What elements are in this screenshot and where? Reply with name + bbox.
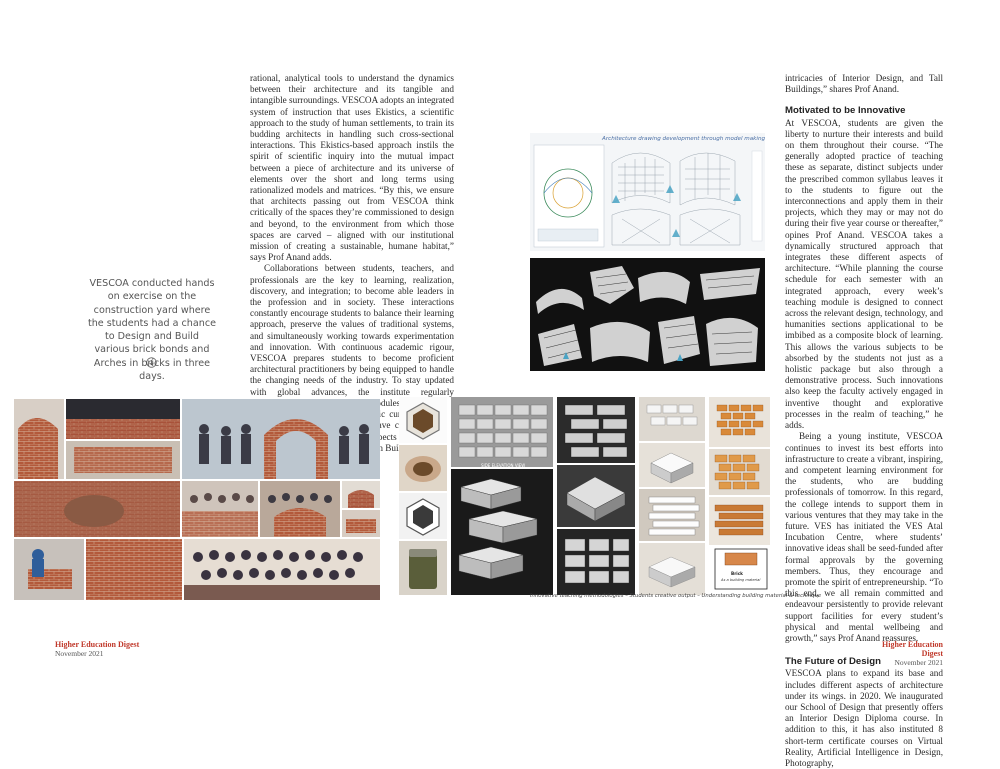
figure-drawing-development bbox=[530, 133, 765, 251]
section-heading: Motivated to be Innovative bbox=[785, 105, 906, 117]
section-heading: The Future of Design bbox=[785, 656, 881, 668]
paragraph: rational, analytical tools to understand the dynamics between their architecture and its tangible and intangible surroundings. VESCOA adopts an integrated system of instruction that uses Ekistics, a scientific approach to the study of human settlements, to train its budding architects in handling such cross-sectional interactions. This Ekistics-based approach instils the spirit of scientific inquiry into the mutual impact between a piece of architecture and its universe of elements over the short and long terms using rationalized models and matrices. “By this, we ensure that architects passing out from VESCOA think critically of the spaces they’re commissioned to design and beyond, to the environment from which those spaces are carved – aligned with our institutional mission of creating a sustainable, humane habitat,” says Prof Anand adds. bbox=[250, 73, 454, 263]
photo-collage-brick-yard bbox=[14, 399, 380, 600]
material-photos bbox=[399, 397, 770, 595]
side-elevation-label: SIDE ELEVATION VIEW bbox=[481, 463, 526, 468]
drawing-sketches bbox=[530, 133, 765, 251]
footer-brand: Higher Education Digest bbox=[55, 640, 140, 649]
figure-caption: Innovative teaching methodologies – Students creative output – Understanding building material & technique bbox=[530, 593, 822, 599]
paragraph: Being a young institute, VESCOA continues to invest its best efforts into infrastructure to create a vibrant, inspiring, and competent learning environment for the students, who are budding professionals of tomorrow. In this regard, the college intends to support them in various ventures that they may take in the future. VES has initiated the VES Atal Incubation Centre, where students’ innovative ideas shall be seed-funded after formal approvals by the governing members. Thus, they encourage and promote the spirit of entrepreneurship. “To this end, we all remain committed and endeavour persistently to provide relevant support facilities for every student’s physical and mental wellbeing and growth,” says Prof Anand reassures. bbox=[785, 431, 943, 643]
paragraph: intricacies of Interior Design, and Tall Buildings,” shares Prof Anand. bbox=[785, 73, 943, 95]
figure-title: Architecture drawing development through model making bbox=[602, 136, 765, 142]
paragraph: VESCOA plans to expand its base and includes different aspects of architecture under its wings. in 2020. We inaugurated our School of Design that presently offers an Interior Design Diploma course. In addition to this, it has also instituted 8 short-term certificate courses on Virtual Reality, Artificial Intelligence in Design, Photography, bbox=[785, 668, 943, 768]
pull-caption: VESCOA conducted hands on exercise on the construction yard where the students had a chance to Design and Build various brick bonds and Arches in bricks in three days. bbox=[87, 278, 217, 383]
brick-label-title: Brick bbox=[731, 571, 743, 576]
footer-brand: Higher Education Digest bbox=[882, 640, 943, 658]
photo-grid-building-material bbox=[399, 397, 770, 595]
paragraph: At VESCOA, students are given the liberty to nurture their interests and build on them throughout their course. “The generally adopted practice of teaching these as separate, distinct subjects under the prescribed common syllabus leaves it to the students to figure out the interconnections and apply them in their projects, which they may or may not do during their five year course or thereafter,” opines Prof Anand. VESCOA takes a dynamically structured approach that integrates these different aspects of architecture. “While planning the course schedule for each semester with an integrated approach, every week’s teaching module is designed to connect across the relevant design, technology, and humanities sections applicational to be imbibed as a composite block of learning. This allows the various subjects to be absorbed by the students not just as a holistic package but also through a demonstrative process. Such innovations also keep the faculty actively engaged in inventive thought and explorative processes in the realm of teaching,” he adds. bbox=[785, 117, 943, 431]
brick-label-subtitle: As a building material bbox=[721, 578, 761, 582]
brick-yard-photos bbox=[14, 399, 380, 600]
model-photos bbox=[530, 258, 765, 371]
footer-left bbox=[55, 640, 139, 658]
footer-date: November 2021 bbox=[55, 649, 104, 658]
arrow-down-circle-icon bbox=[146, 357, 157, 368]
photo-models-black bbox=[530, 258, 765, 371]
footer-date: November 2021 bbox=[894, 658, 943, 667]
paragraph: Collaborations between students, teachers, and professionals are the key to learning, realization, discovery, and integration; to become able leaders in the profession and in society. These interactions constantly encourage students to balance their learning approach, preserve the values of traditional systems, and simultaneously working towards experimentation and innovation. With continuous academic rigour, VESCOA prepares students to become proficient architectural practitioners by being equipped to handle the changing needs of the industry. To stay updated with global advances, the institute regularly modules have aspects bbox=[250, 263, 454, 442]
footer-right bbox=[873, 640, 943, 667]
